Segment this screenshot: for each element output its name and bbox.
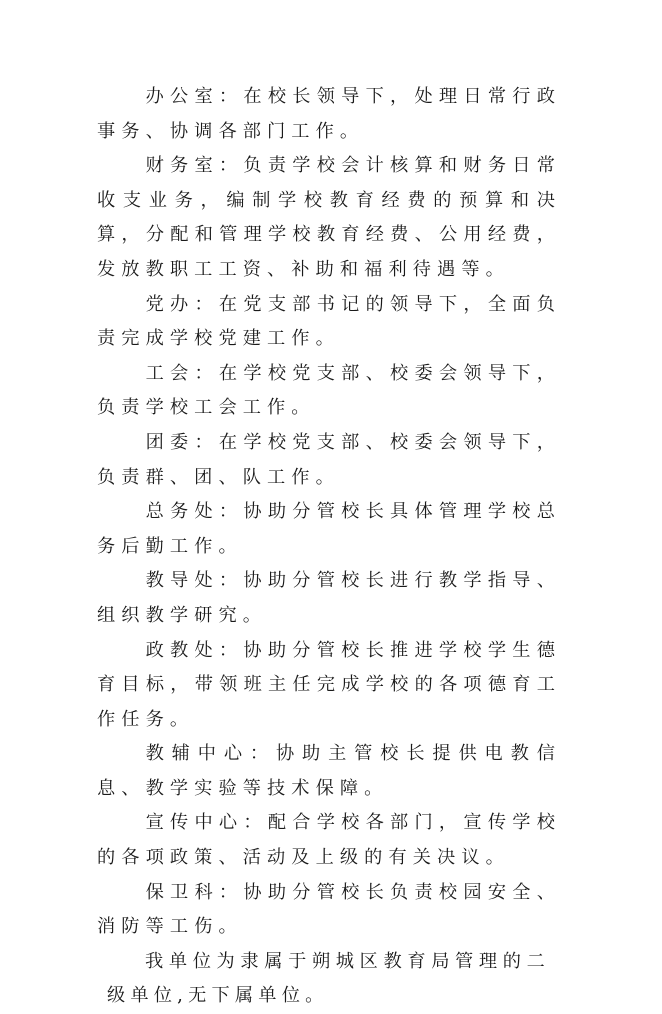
paragraph-moral-education: 政教处：协助分管校长推进学校学生德育目标，带领班主任完成学校的各项德育工作任务。 — [97, 639, 561, 730]
paragraph-security: 保卫科：协助分管校长负责校园安全、消防等工伤。 — [97, 881, 561, 938]
paragraph-teaching-support: 教辅中心：协助主管校长提供电教信息、教学实验等技术保障。 — [97, 743, 561, 799]
paragraph-union: 工会：在学校党支部、校委会领导下，负责学校工会工作。 — [97, 362, 561, 419]
paragraph-office: 办公室：在校长领导下，处理日常行政事务、协调各部门工作。 — [97, 86, 561, 142]
paragraph-academic-affairs: 教导处：协助分管校长进行教学指导、组织教学研究。 — [97, 570, 561, 626]
paragraph-party-office: 党办：在党支部书记的领导下，全面负责完成学校党建工作。 — [97, 293, 561, 350]
paragraph-finance: 财务室：负责学校会计核算和财务日常收支业务，编制学校教育经费的预算和决算，分配和管理学校教育经费、公用经费，发放教职工工资、补助和福利待遇等。 — [97, 155, 561, 280]
document-body — [97, 80, 561, 1014]
paragraph-unit-status: 我单位为隶属于朔城区教育局管理的二级单位,无下属单位。 — [107, 950, 550, 1007]
paragraph-general-affairs: 总务处：协助分管校长具体管理学校总务后勤工作。 — [97, 501, 561, 557]
paragraph-publicity: 宣传中心：配合学校各部门，宣传学校的各项政策、活动及上级的有关决议。 — [97, 812, 561, 869]
paragraph-youth-league: 团委：在学校党支部、校委会领导下，负责群、团、队工作。 — [97, 431, 561, 488]
